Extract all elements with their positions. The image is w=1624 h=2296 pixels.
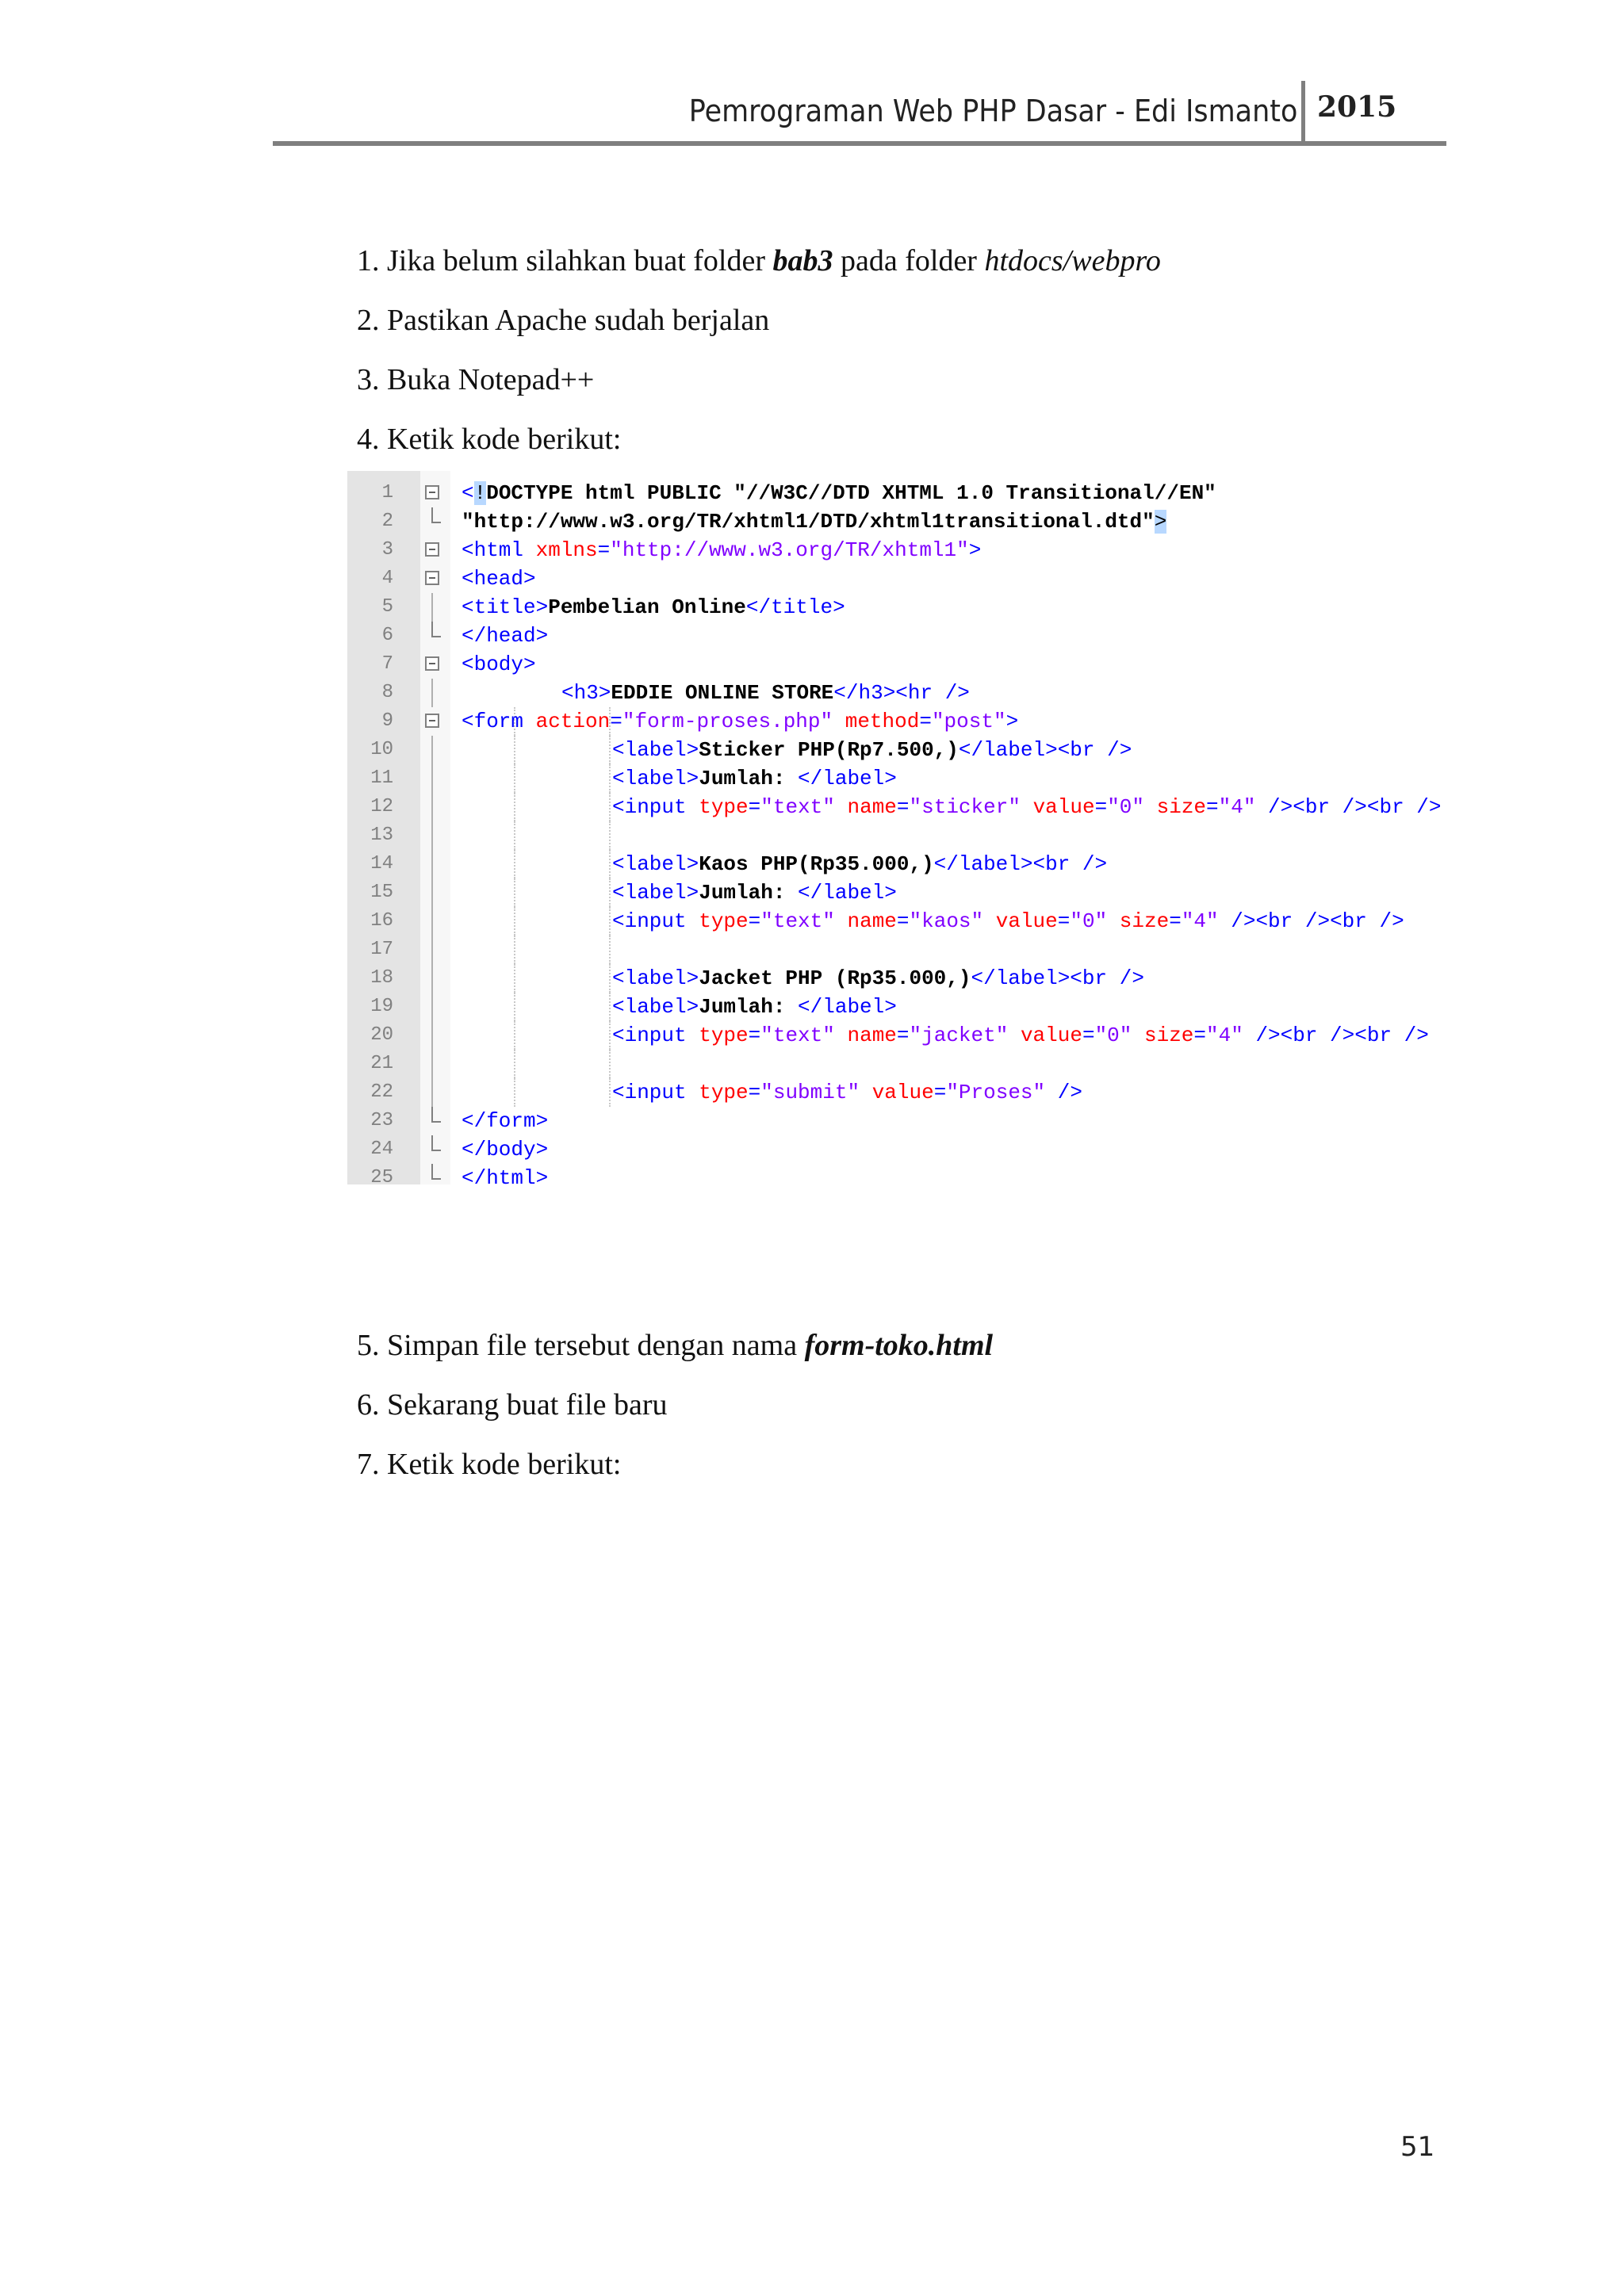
code-token: "text"	[760, 1024, 835, 1047]
code-text	[462, 593, 845, 622]
code-token: =	[1206, 795, 1219, 819]
fold-line-icon	[431, 736, 433, 764]
step-number: 1.	[357, 244, 387, 277]
code-line	[347, 907, 1450, 936]
fold-line-icon	[431, 850, 433, 878]
indent-guide	[609, 1050, 611, 1078]
code-token: Pembelian Online	[548, 595, 746, 619]
step-item	[357, 291, 1467, 350]
code-token: =	[1082, 1024, 1095, 1047]
code-token: type	[699, 909, 749, 933]
code-token: "sticker"	[909, 795, 1021, 819]
code-token: "post"	[931, 710, 1006, 733]
code-token: <label>	[612, 738, 699, 762]
code-token: Kaos PHP(Rp35.000,)	[699, 852, 934, 876]
code-token: >	[968, 538, 982, 562]
fold-line-icon	[431, 878, 433, 907]
fold-line-icon	[431, 907, 433, 936]
code-token: "submit"	[760, 1081, 860, 1104]
code-token: </label>	[798, 881, 897, 905]
step-number: 7.	[357, 1448, 387, 1481]
fold-line-icon	[431, 1078, 433, 1107]
code-line	[347, 593, 1450, 622]
indent-guide	[514, 736, 515, 764]
code-token: "4"	[1218, 795, 1256, 819]
code-token: "0"	[1107, 795, 1144, 819]
code-line	[347, 850, 1450, 878]
code-token: =	[597, 538, 611, 562]
code-line	[347, 936, 1450, 964]
code-token: </label><br />	[971, 966, 1144, 990]
header-rule	[273, 141, 1446, 146]
line-number: 12	[370, 796, 393, 817]
code-token: name	[847, 795, 897, 819]
code-line	[347, 736, 1450, 764]
code-token: <label>	[612, 767, 699, 790]
code-token: =	[1057, 909, 1071, 933]
code-token: value	[1020, 1024, 1082, 1047]
code-token: </body>	[462, 1138, 549, 1161]
code-line	[347, 1107, 1450, 1135]
code-token: =	[896, 1024, 910, 1047]
code-token: <input	[612, 1024, 699, 1047]
code-token: "text"	[760, 909, 835, 933]
code-token: !	[473, 481, 487, 505]
code-token	[835, 909, 848, 933]
code-token: name	[847, 909, 897, 933]
code-token: =	[919, 710, 932, 733]
fold-line-icon	[431, 1021, 433, 1050]
code-token: <head>	[462, 567, 536, 591]
indent-guide	[514, 993, 515, 1021]
indent-guide	[609, 964, 611, 993]
code-token: type	[699, 1024, 749, 1047]
code-token	[860, 1081, 872, 1104]
code-token: <input	[612, 795, 699, 819]
code-line	[347, 993, 1450, 1021]
code-token: </form>	[462, 1109, 549, 1133]
code-text	[612, 764, 897, 793]
fold-toggle-icon	[425, 485, 439, 499]
line-number: 20	[370, 1024, 393, 1046]
step-text: bab3	[772, 244, 833, 277]
indent-guide	[514, 1078, 515, 1107]
indent-guide	[514, 907, 515, 936]
code-line	[347, 793, 1450, 821]
code-token: =	[896, 795, 910, 819]
code-token	[835, 1024, 848, 1047]
code-token: value	[871, 1081, 934, 1104]
code-token: Jumlah:	[699, 995, 799, 1019]
line-number: 21	[370, 1053, 393, 1074]
indent-guide	[514, 936, 515, 964]
header-year: 2015	[1317, 90, 1397, 124]
code-token: </label>	[798, 995, 897, 1019]
code-token	[835, 795, 848, 819]
code-text	[612, 1078, 1082, 1107]
line-number: 23	[370, 1110, 393, 1131]
code-line	[347, 707, 1450, 736]
code-line	[347, 964, 1450, 993]
step-list-top	[357, 232, 1467, 469]
code-token: Sticker PHP(Rp7.500,)	[699, 738, 959, 762]
indent-guide	[514, 878, 515, 907]
code-token: </label><br />	[933, 852, 1108, 876]
indent-guide	[609, 907, 611, 936]
fold-end-icon	[431, 1107, 441, 1123]
code-line	[347, 564, 1450, 593]
fold-end-icon	[431, 622, 441, 637]
page-number: 51	[1400, 2131, 1435, 2163]
code-line	[347, 1050, 1450, 1078]
code-token	[1107, 909, 1120, 933]
line-number: 11	[370, 767, 393, 789]
code-token: =	[1094, 795, 1108, 819]
line-number: 2	[381, 511, 393, 532]
fold-end-icon	[431, 1164, 441, 1180]
code-line	[347, 1135, 1450, 1164]
code-token: size	[1156, 795, 1207, 819]
fold-line-icon	[431, 793, 433, 821]
step-number: 5.	[357, 1329, 387, 1362]
code-line	[347, 479, 1450, 507]
indent-guide	[609, 936, 611, 964]
indent-guide	[609, 821, 611, 850]
code-token: <	[462, 481, 474, 505]
line-number: 17	[370, 939, 393, 960]
code-token: =	[1169, 909, 1182, 933]
code-text	[462, 1164, 548, 1192]
fold-toggle-icon	[425, 656, 439, 671]
step-number: 3.	[357, 363, 387, 396]
code-editor-screenshot	[347, 471, 1450, 1190]
fold-line-icon	[431, 1050, 433, 1078]
code-token: =	[748, 795, 761, 819]
indent-guide	[609, 850, 611, 878]
code-text	[462, 650, 536, 679]
code-token: <h3>	[561, 681, 611, 705]
indent-guide	[609, 1021, 611, 1050]
code-text	[612, 736, 1132, 764]
step-text: Jika belum silahkan buat folder	[387, 244, 773, 277]
step-text: Simpan file tersebut dengan nama	[387, 1329, 805, 1362]
fold-end-icon	[431, 507, 441, 523]
code-token: /><br /><br />	[1218, 909, 1404, 933]
code-token: type	[699, 1081, 749, 1104]
fold-line-icon	[431, 764, 433, 793]
line-number: 10	[370, 739, 393, 760]
code-line	[347, 507, 1450, 536]
code-token: =	[748, 1081, 761, 1104]
indent-guide	[514, 821, 515, 850]
line-number: 13	[370, 825, 393, 846]
code-token: <label>	[612, 966, 699, 990]
code-text	[612, 964, 1144, 993]
code-token: size	[1119, 909, 1170, 933]
indent-guide	[514, 793, 515, 821]
fold-toggle-icon	[425, 571, 439, 585]
step-list-bottom	[357, 1316, 1467, 1494]
fold-toggle-icon	[425, 542, 439, 557]
code-token: "text"	[760, 795, 835, 819]
code-token: </title>	[745, 595, 845, 619]
fold-end-icon	[431, 1135, 441, 1151]
code-token: >	[1154, 510, 1167, 534]
code-line	[347, 878, 1450, 907]
step-item	[357, 350, 1467, 410]
code-text	[462, 536, 981, 564]
indent-guide	[514, 1021, 515, 1050]
line-number: 15	[370, 882, 393, 903]
code-token: </label>	[798, 767, 897, 790]
line-number: 4	[381, 568, 393, 589]
fold-line-icon	[431, 936, 433, 964]
fold-line-icon	[431, 964, 433, 993]
code-token: <input	[612, 909, 699, 933]
code-token: "0"	[1070, 909, 1108, 933]
step-number: 6.	[357, 1388, 387, 1422]
line-number: 8	[381, 682, 393, 703]
code-token: <input	[612, 1081, 699, 1104]
step-text: Pastikan Apache sudah berjalan	[387, 304, 770, 337]
code-line	[347, 821, 1450, 850]
code-token: <title>	[462, 595, 549, 619]
indent-guide	[514, 964, 515, 993]
code-token: Jacket PHP (Rp35.000,)	[699, 966, 971, 990]
indent-guide	[609, 1078, 611, 1107]
code-token: /><br /><br />	[1243, 1024, 1429, 1047]
line-number: 6	[381, 625, 393, 646]
fold-line-icon	[431, 679, 433, 707]
code-token: Jumlah:	[699, 767, 799, 790]
code-line	[347, 764, 1450, 793]
code-token: </label><br />	[958, 738, 1132, 762]
code-token: </h3><hr />	[833, 681, 970, 705]
code-token	[1008, 1024, 1021, 1047]
step-text: Ketik kode berikut:	[387, 1448, 622, 1481]
step-item	[357, 1316, 1467, 1376]
code-token: xmlns	[535, 538, 598, 562]
code-token	[1132, 1024, 1144, 1047]
code-token: "4"	[1181, 909, 1219, 933]
code-text	[612, 878, 897, 907]
indent-guide	[514, 850, 515, 878]
code-token	[1144, 795, 1157, 819]
indent-guide	[609, 793, 611, 821]
step-number: 2.	[357, 304, 387, 337]
code-text	[612, 1021, 1429, 1050]
code-token: "kaos"	[909, 909, 984, 933]
line-number: 22	[370, 1081, 393, 1103]
code-token: size	[1144, 1024, 1194, 1047]
code-token: =	[896, 909, 910, 933]
code-token: <label>	[612, 995, 699, 1019]
fold-line-icon	[431, 821, 433, 850]
step-text: Sekarang buat file baru	[387, 1388, 668, 1422]
code-token: <label>	[612, 881, 699, 905]
header-title: Pemrograman Web PHP Dasar - Edi Ismanto	[688, 94, 1297, 128]
code-text	[462, 507, 1166, 536]
code-token: action	[535, 710, 611, 733]
line-number: 25	[370, 1167, 393, 1188]
code-token: "http://www.w3.org/TR/xhtml1/DTD/xhtml1transitional.dtd"	[462, 510, 1155, 534]
code-line	[347, 536, 1450, 564]
step-text: htdocs/webpro	[984, 244, 1161, 277]
code-token: =	[748, 909, 761, 933]
code-token: value	[995, 909, 1058, 933]
code-text	[462, 564, 536, 593]
code-token: />	[1045, 1081, 1082, 1104]
page-header	[273, 78, 1446, 146]
fold-line-icon	[431, 993, 433, 1021]
step-number: 4.	[357, 423, 387, 456]
code-token: =	[748, 1024, 761, 1047]
code-text	[561, 679, 970, 707]
indent-guide	[609, 736, 611, 764]
code-token: <label>	[612, 852, 699, 876]
code-token: "jacket"	[909, 1024, 1009, 1047]
code-line	[347, 1078, 1450, 1107]
code-line	[347, 679, 1450, 707]
code-line	[347, 622, 1450, 650]
step-text: form-toko.html	[804, 1329, 994, 1362]
code-token: name	[847, 1024, 897, 1047]
code-token: EDDIE ONLINE STORE	[611, 681, 834, 705]
step-item	[357, 232, 1467, 291]
line-number: 9	[381, 710, 393, 732]
code-token: "form-proses.php"	[622, 710, 833, 733]
code-token: DOCTYPE html PUBLIC "//W3C//DTD XHTML 1.0 Transitional//EN"	[486, 481, 1216, 505]
header-divider	[1301, 81, 1305, 143]
code-text	[462, 1107, 548, 1135]
code-text	[612, 907, 1404, 936]
code-token: "0"	[1094, 1024, 1132, 1047]
line-number: 18	[370, 967, 393, 989]
indent-guide	[609, 878, 611, 907]
code-token: <form	[462, 710, 536, 733]
code-token: "http://www.w3.org/TR/xhtml1"	[610, 538, 969, 562]
line-number: 7	[381, 653, 393, 675]
code-text	[612, 993, 897, 1021]
indent-guide	[514, 764, 515, 793]
fold-line-icon	[431, 593, 433, 622]
code-token: <html	[462, 538, 536, 562]
line-number: 3	[381, 539, 393, 561]
code-text	[462, 707, 1018, 736]
indent-guide	[514, 1050, 515, 1078]
code-token: /><br /><br />	[1255, 795, 1442, 819]
code-token	[1021, 795, 1033, 819]
code-text	[462, 1135, 548, 1164]
step-item	[357, 1376, 1467, 1435]
code-token: "Proses"	[946, 1081, 1046, 1104]
code-line	[347, 1164, 1450, 1192]
fold-toggle-icon	[425, 714, 439, 728]
line-number: 14	[370, 853, 393, 874]
line-number: 16	[370, 910, 393, 932]
code-token: </html>	[462, 1166, 549, 1190]
code-token	[983, 909, 996, 933]
code-token	[833, 710, 845, 733]
indent-guide	[609, 764, 611, 793]
code-token: value	[1032, 795, 1095, 819]
code-token: <body>	[462, 652, 536, 676]
step-text: pada folder	[833, 244, 985, 277]
code-text	[462, 622, 548, 650]
code-token: =	[1193, 1024, 1207, 1047]
line-number: 24	[370, 1138, 393, 1160]
code-token: Jumlah:	[699, 881, 799, 905]
indent-guide	[609, 993, 611, 1021]
code-text	[462, 479, 1216, 507]
line-number: 1	[381, 482, 393, 503]
code-token: type	[699, 795, 749, 819]
code-token: =	[933, 1081, 947, 1104]
code-text	[612, 850, 1107, 878]
step-item	[357, 1435, 1467, 1494]
code-token: >	[1005, 710, 1019, 733]
code-line	[347, 1021, 1450, 1050]
code-text	[612, 793, 1442, 821]
step-text: Ketik kode berikut:	[387, 423, 622, 456]
code-token: method	[845, 710, 920, 733]
step-item	[357, 410, 1467, 469]
code-token: =	[610, 710, 622, 733]
line-number: 5	[381, 596, 393, 618]
code-token: </head>	[462, 624, 549, 648]
line-number: 19	[370, 996, 393, 1017]
code-token: "4"	[1206, 1024, 1243, 1047]
code-line	[347, 650, 1450, 679]
step-text: Buka Notepad++	[387, 363, 595, 396]
